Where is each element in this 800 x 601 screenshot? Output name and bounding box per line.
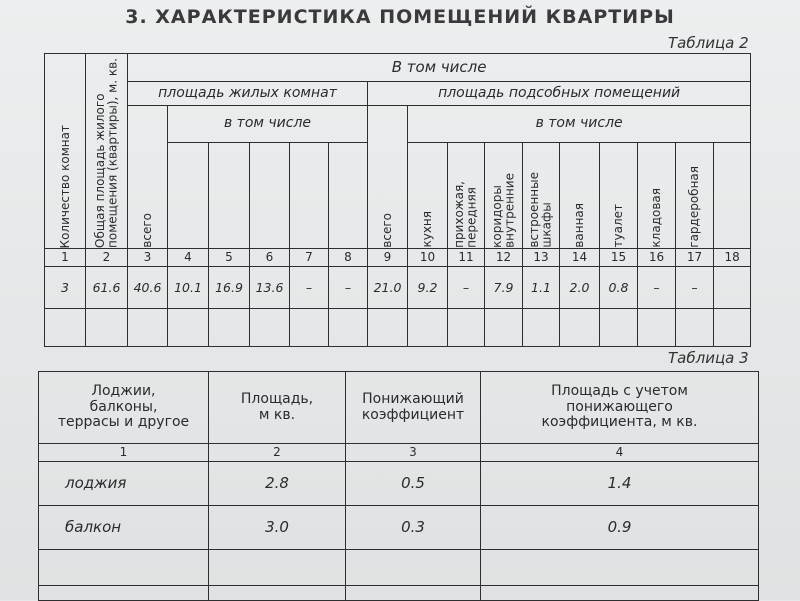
header-blank-7 [290, 142, 329, 248]
header-type: Лоджии, балконы, террасы и другое [39, 372, 209, 444]
header-rooms-count: Количество комнат [45, 54, 86, 249]
header-in-total: В том числе [128, 54, 751, 82]
header-aux-sub: в том числе [408, 106, 751, 143]
col-num: 13 [523, 248, 560, 266]
col-num: 14 [560, 248, 600, 266]
col-num: 15 [600, 248, 638, 266]
header-living-area: площадь жилых комнат [128, 82, 368, 106]
table-row [45, 266, 751, 308]
col-num: 16 [638, 248, 676, 266]
header-wardrobe: гардеробная [676, 142, 714, 248]
cell-value [714, 266, 751, 308]
row-name: балкон [39, 506, 209, 550]
col-num: 2 [209, 444, 346, 462]
header-living-total: всего [128, 106, 168, 249]
row-area: 2.8 [209, 462, 346, 506]
header-pantry: кладовая [638, 142, 676, 248]
header-hallway: прихожая, передняя [448, 142, 485, 248]
balconies-table [38, 371, 759, 601]
row-adjusted: 1.4 [481, 462, 759, 506]
cell-value: 0.8 [600, 266, 638, 308]
col-num: 4 [168, 248, 209, 266]
col-num: 3 [346, 444, 481, 462]
header-total-area: Общая площадь жилого помещения (квартиры), м. кв. [86, 54, 128, 249]
table2-label: Таблица 2 [668, 34, 749, 52]
col-num: 1 [45, 248, 86, 266]
header-area: Площадь, м кв. [209, 372, 346, 444]
col-num: 17 [676, 248, 714, 266]
cell-value: 10.1 [168, 266, 209, 308]
cell-value: 9.2 [408, 266, 448, 308]
cell-value: 21.0 [368, 266, 408, 308]
rooms-table [44, 53, 751, 347]
cell-value: 1.1 [523, 266, 560, 308]
row-area: 3.0 [209, 506, 346, 550]
header-blank-4 [168, 142, 209, 248]
row-adjusted: 0.9 [481, 506, 759, 550]
cell-value: 61.6 [86, 266, 128, 308]
cell-value: – [290, 266, 329, 308]
cell-value: 3 [45, 266, 86, 308]
table-row-empty [39, 586, 759, 601]
header-living-sub: в том числе [168, 106, 368, 143]
row-coef: 0.5 [346, 462, 481, 506]
table-row [39, 462, 759, 506]
col-num: 10 [408, 248, 448, 266]
col-num: 7 [290, 248, 329, 266]
col-num: 11 [448, 248, 485, 266]
table-row-empty [39, 550, 759, 586]
header-coef: Понижающий коэффициент [346, 372, 481, 444]
col-num: 6 [250, 248, 290, 266]
cell-value: 2.0 [560, 266, 600, 308]
header-closets: встроенные шкафы [523, 142, 560, 248]
header-aux-total: всего [368, 106, 408, 249]
header-blank-6 [250, 142, 290, 248]
col-num: 12 [485, 248, 523, 266]
cell-value: 7.9 [485, 266, 523, 308]
table3-label: Таблица 3 [668, 349, 749, 367]
table-row-empty [45, 308, 751, 346]
cell-value: – [329, 266, 368, 308]
col-num: 2 [86, 248, 128, 266]
col-num: 3 [128, 248, 168, 266]
header-blank-8 [329, 142, 368, 248]
header-blank-18 [714, 142, 751, 248]
header-corridors: коридоры внутренние [485, 142, 523, 248]
col-num: 1 [39, 444, 209, 462]
cell-value: – [448, 266, 485, 308]
column-number-row [45, 248, 751, 266]
page-title: 3. ХАРАКТЕРИСТИКА ПОМЕЩЕНИЙ КВАРТИРЫ [125, 6, 675, 28]
col-num: 18 [714, 248, 751, 266]
cell-value: 40.6 [128, 266, 168, 308]
row-name: лоджия [39, 462, 209, 506]
cell-value: 16.9 [209, 266, 250, 308]
header-toilet: туалет [600, 142, 638, 248]
table-row [39, 506, 759, 550]
header-adjusted: Площадь с учетом понижающего коэффициента, м кв. [481, 372, 759, 444]
cell-value: 13.6 [250, 266, 290, 308]
column-number-row [39, 444, 759, 462]
header-bathroom: ванная [560, 142, 600, 248]
header-auxiliary-area: площадь подсобных помещений [368, 82, 751, 106]
cell-value: – [676, 266, 714, 308]
col-num: 9 [368, 248, 408, 266]
col-num: 4 [481, 444, 759, 462]
col-num: 8 [329, 248, 368, 266]
col-num: 5 [209, 248, 250, 266]
row-coef: 0.3 [346, 506, 481, 550]
header-kitchen: кухня [408, 142, 448, 248]
cell-value: – [638, 266, 676, 308]
header-blank-5 [209, 142, 250, 248]
